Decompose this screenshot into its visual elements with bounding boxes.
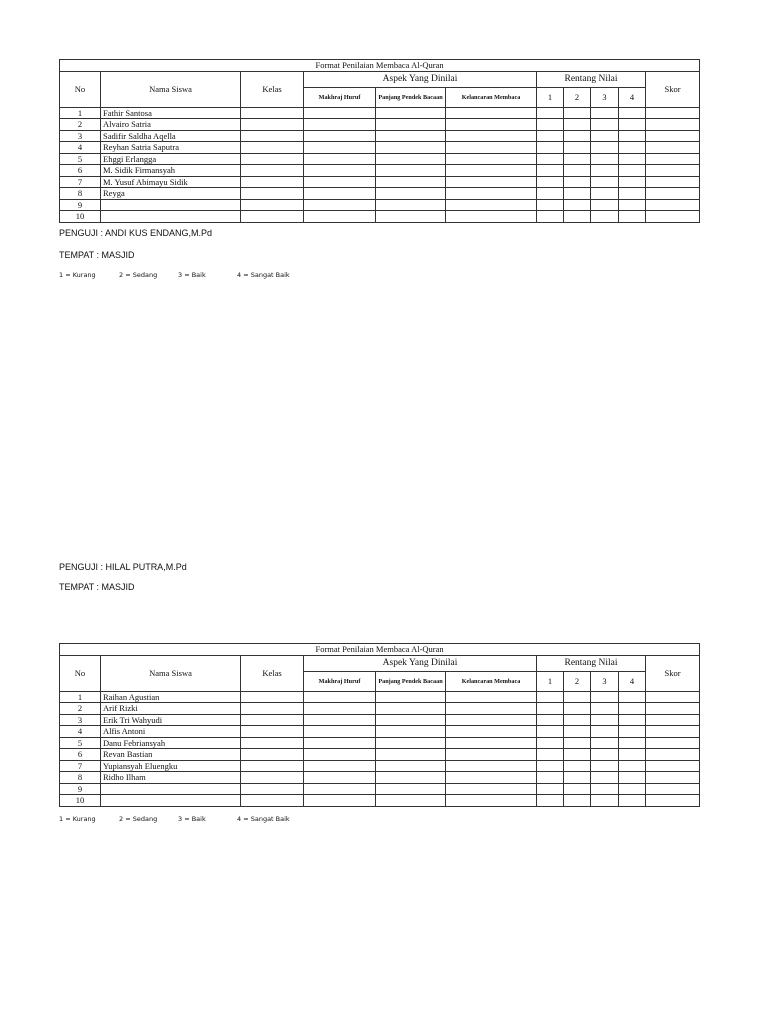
table-row (60, 772, 700, 784)
row-nilai-1 (537, 760, 564, 772)
row-skor (646, 130, 700, 142)
header-nilai-1: 1 (537, 671, 564, 691)
row-nilai-3 (591, 726, 619, 738)
row-nama-siswa: Alvairo Satria (101, 119, 241, 131)
header-kelas: Kelas (241, 71, 304, 107)
row-skor (646, 142, 700, 154)
legend-kurang: 1 = Kurang (59, 271, 96, 279)
row-nama-siswa: Reyga (101, 188, 241, 200)
row-nilai-4 (619, 165, 646, 177)
row-nilai-1 (537, 737, 564, 749)
row-no: 2 (60, 703, 101, 715)
row-nilai-1 (537, 119, 564, 131)
row-skor (646, 188, 700, 200)
row-makhraj (304, 737, 376, 749)
row-nilai-4 (619, 211, 646, 223)
row-skor (646, 176, 700, 188)
row-nilai-3 (591, 142, 619, 154)
row-kelancaran (446, 188, 537, 200)
row-no: 6 (60, 749, 101, 761)
row-makhraj (304, 795, 376, 807)
row-nilai-3 (591, 153, 619, 165)
table-row (60, 749, 700, 761)
header-makhraj: Makhraj Huruf (304, 87, 376, 107)
row-no: 1 (60, 691, 101, 703)
row-skor (646, 737, 700, 749)
row-nilai-3 (591, 714, 619, 726)
row-nilai-4 (619, 783, 646, 795)
row-nama-siswa: Danu Febriansyah (101, 737, 241, 749)
row-nilai-3 (591, 211, 619, 223)
table-row (60, 691, 700, 703)
row-kelancaran (446, 703, 537, 715)
row-kelancaran (446, 772, 537, 784)
row-no: 3 (60, 130, 101, 142)
row-kelas (241, 691, 304, 703)
row-no: 10 (60, 211, 101, 223)
row-nama-siswa (101, 211, 241, 223)
row-skor (646, 783, 700, 795)
table-row (60, 153, 700, 165)
row-panjang-pendek (376, 795, 446, 807)
legend-1 (59, 271, 290, 279)
row-skor (646, 795, 700, 807)
row-nilai-1 (537, 176, 564, 188)
row-nilai-1 (537, 749, 564, 761)
header-no: No (60, 655, 101, 691)
table-row (60, 737, 700, 749)
row-panjang-pendek (376, 142, 446, 154)
header-makhraj: Makhraj Huruf (304, 671, 376, 691)
row-kelancaran (446, 165, 537, 177)
row-nilai-4 (619, 737, 646, 749)
row-kelancaran (446, 783, 537, 795)
row-panjang-pendek (376, 737, 446, 749)
table-row (60, 714, 700, 726)
table-row (60, 142, 700, 154)
row-nilai-2 (564, 176, 591, 188)
row-makhraj (304, 749, 376, 761)
row-nilai-1 (537, 691, 564, 703)
row-skor (646, 749, 700, 761)
assessment-table-1 (59, 59, 700, 223)
row-nilai-4 (619, 691, 646, 703)
row-skor (646, 119, 700, 131)
row-skor (646, 772, 700, 784)
row-no: 9 (60, 783, 101, 795)
row-kelas (241, 153, 304, 165)
row-kelas (241, 188, 304, 200)
header-rentang-nilai: Rentang Nilai (537, 71, 646, 87)
row-kelas (241, 176, 304, 188)
row-nilai-3 (591, 783, 619, 795)
row-no: 8 (60, 772, 101, 784)
row-nilai-4 (619, 749, 646, 761)
row-nilai-1 (537, 130, 564, 142)
row-makhraj (304, 165, 376, 177)
row-nilai-4 (619, 795, 646, 807)
table-row (60, 107, 700, 119)
row-kelas (241, 211, 304, 223)
row-nilai-1 (537, 703, 564, 715)
row-makhraj (304, 760, 376, 772)
row-kelancaran (446, 211, 537, 223)
header-kelas: Kelas (241, 655, 304, 691)
row-nilai-2 (564, 142, 591, 154)
row-nilai-3 (591, 703, 619, 715)
header-nilai-4: 4 (619, 87, 646, 107)
row-panjang-pendek (376, 749, 446, 761)
table-title: Format Penilaian Membaca Al-Quran (60, 644, 700, 656)
row-nilai-4 (619, 130, 646, 142)
row-nilai-3 (591, 107, 619, 119)
row-panjang-pendek (376, 165, 446, 177)
row-kelancaran (446, 760, 537, 772)
row-kelancaran (446, 130, 537, 142)
table-row (60, 726, 700, 738)
row-nama-siswa (101, 199, 241, 211)
row-makhraj (304, 772, 376, 784)
row-makhraj (304, 119, 376, 131)
row-nilai-4 (619, 153, 646, 165)
row-nama-siswa (101, 783, 241, 795)
row-skor (646, 211, 700, 223)
row-makhraj (304, 691, 376, 703)
legend-baik: 3 = Baik (178, 815, 206, 823)
header-kelancaran: Kelancaran Membaca (446, 87, 537, 107)
row-makhraj (304, 703, 376, 715)
header-nilai-3: 3 (591, 671, 619, 691)
row-nama-siswa: Arif Rizki (101, 703, 241, 715)
row-nilai-2 (564, 726, 591, 738)
row-nilai-1 (537, 795, 564, 807)
row-nilai-3 (591, 795, 619, 807)
row-skor (646, 107, 700, 119)
row-nilai-1 (537, 783, 564, 795)
row-nilai-4 (619, 176, 646, 188)
row-nama-siswa: Erik Tri Wahyudi (101, 714, 241, 726)
row-nama-siswa: Ridho Ilham (101, 772, 241, 784)
row-nilai-4 (619, 107, 646, 119)
row-kelas (241, 130, 304, 142)
row-nilai-4 (619, 726, 646, 738)
row-nilai-3 (591, 165, 619, 177)
row-nilai-2 (564, 749, 591, 761)
row-no: 9 (60, 199, 101, 211)
row-nilai-2 (564, 199, 591, 211)
row-no: 8 (60, 188, 101, 200)
row-nilai-3 (591, 176, 619, 188)
row-panjang-pendek (376, 783, 446, 795)
penguji-2: PENGUJI : HILAL PUTRA,M.Pd (59, 562, 187, 572)
row-no: 5 (60, 737, 101, 749)
row-kelas (241, 795, 304, 807)
row-skor (646, 726, 700, 738)
row-nilai-1 (537, 188, 564, 200)
row-panjang-pendek (376, 188, 446, 200)
legend-kurang: 1 = Kurang (59, 815, 96, 823)
row-no: 10 (60, 795, 101, 807)
row-no: 5 (60, 153, 101, 165)
row-kelancaran (446, 107, 537, 119)
row-makhraj (304, 211, 376, 223)
table-row (60, 760, 700, 772)
row-no: 3 (60, 714, 101, 726)
row-panjang-pendek (376, 107, 446, 119)
tempat-2: TEMPAT : MASJID (59, 582, 135, 592)
row-nilai-3 (591, 188, 619, 200)
row-nilai-1 (537, 211, 564, 223)
header-nilai-3: 3 (591, 87, 619, 107)
row-skor (646, 165, 700, 177)
row-makhraj (304, 199, 376, 211)
header-nama-siswa: Nama Siswa (101, 71, 241, 107)
row-nilai-1 (537, 772, 564, 784)
row-makhraj (304, 726, 376, 738)
row-nilai-2 (564, 130, 591, 142)
row-kelas (241, 703, 304, 715)
row-kelas (241, 165, 304, 177)
row-nilai-3 (591, 772, 619, 784)
row-nilai-3 (591, 737, 619, 749)
row-nama-siswa: M. Yusuf Abimayu Sidik (101, 176, 241, 188)
header-skor: Skor (646, 655, 700, 691)
row-nilai-2 (564, 211, 591, 223)
row-nama-siswa: Sadifir Saldha Aqella (101, 130, 241, 142)
row-makhraj (304, 153, 376, 165)
row-nilai-2 (564, 153, 591, 165)
row-no: 1 (60, 107, 101, 119)
row-panjang-pendek (376, 199, 446, 211)
row-nilai-1 (537, 142, 564, 154)
row-nilai-4 (619, 199, 646, 211)
row-makhraj (304, 142, 376, 154)
header-aspek: Aspek Yang Dinilai (304, 655, 537, 671)
row-no: 7 (60, 760, 101, 772)
row-kelas (241, 783, 304, 795)
row-no: 4 (60, 726, 101, 738)
row-panjang-pendek (376, 726, 446, 738)
legend-sedang: 2 = Sedang (119, 271, 158, 279)
row-skor (646, 703, 700, 715)
row-panjang-pendek (376, 691, 446, 703)
row-nilai-2 (564, 119, 591, 131)
row-nilai-2 (564, 737, 591, 749)
row-nilai-2 (564, 703, 591, 715)
row-nilai-3 (591, 749, 619, 761)
table-2-body (60, 691, 700, 806)
header-skor: Skor (646, 71, 700, 107)
row-nama-siswa: Reyhan Satria Saputra (101, 142, 241, 154)
row-nilai-4 (619, 714, 646, 726)
table-row (60, 165, 700, 177)
header-rentang-nilai: Rentang Nilai (537, 655, 646, 671)
table-row (60, 176, 700, 188)
row-nilai-3 (591, 119, 619, 131)
row-kelas (241, 107, 304, 119)
header-nilai-2: 2 (564, 671, 591, 691)
row-kelas (241, 749, 304, 761)
legend-2 (59, 815, 290, 823)
row-nilai-3 (591, 691, 619, 703)
row-nilai-1 (537, 153, 564, 165)
row-makhraj (304, 714, 376, 726)
row-nilai-3 (591, 130, 619, 142)
row-panjang-pendek (376, 772, 446, 784)
row-kelas (241, 119, 304, 131)
header-kelancaran: Kelancaran Membaca (446, 671, 537, 691)
row-nilai-3 (591, 760, 619, 772)
row-kelas (241, 726, 304, 738)
penguji-1: PENGUJI : ANDI KUS ENDANG,M.Pd (59, 228, 213, 238)
row-panjang-pendek (376, 760, 446, 772)
row-nilai-2 (564, 760, 591, 772)
row-nilai-1 (537, 714, 564, 726)
row-nilai-2 (564, 188, 591, 200)
row-skor (646, 691, 700, 703)
row-panjang-pendek (376, 703, 446, 715)
legend-baik: 3 = Baik (178, 271, 206, 279)
header-panjang-pendek: Panjang Pendek Bacaan (376, 87, 446, 107)
row-panjang-pendek (376, 211, 446, 223)
row-nilai-2 (564, 165, 591, 177)
row-no: 2 (60, 119, 101, 131)
row-nilai-3 (591, 199, 619, 211)
row-nilai-4 (619, 772, 646, 784)
row-kelas (241, 142, 304, 154)
row-no: 4 (60, 142, 101, 154)
row-no: 7 (60, 176, 101, 188)
row-kelancaran (446, 142, 537, 154)
row-kelancaran (446, 176, 537, 188)
assessment-table-1-block (59, 59, 699, 223)
row-kelas (241, 737, 304, 749)
row-nama-siswa: Fathir Santosa (101, 107, 241, 119)
legend-sedang: 2 = Sedang (119, 815, 158, 823)
table-row (60, 119, 700, 131)
row-nama-siswa (101, 795, 241, 807)
row-kelancaran (446, 714, 537, 726)
table-title: Format Penilaian Membaca Al-Quran (60, 60, 700, 72)
row-kelas (241, 714, 304, 726)
row-nama-siswa: Revan Bastian (101, 749, 241, 761)
legend-sangat-baik: 4 = Sangat Baik (237, 271, 290, 279)
row-nilai-2 (564, 772, 591, 784)
row-kelancaran (446, 795, 537, 807)
legend-sangat-baik: 4 = Sangat Baik (237, 815, 290, 823)
row-makhraj (304, 107, 376, 119)
row-nama-siswa: Ehggi Erlangga (101, 153, 241, 165)
header-nilai-2: 2 (564, 87, 591, 107)
row-panjang-pendek (376, 714, 446, 726)
row-kelancaran (446, 726, 537, 738)
row-kelas (241, 772, 304, 784)
header-panjang-pendek: Panjang Pendek Bacaan (376, 671, 446, 691)
row-kelancaran (446, 119, 537, 131)
row-nilai-2 (564, 107, 591, 119)
row-nilai-1 (537, 165, 564, 177)
row-nilai-2 (564, 691, 591, 703)
header-nilai-4: 4 (619, 671, 646, 691)
table-row (60, 199, 700, 211)
header-nama-siswa: Nama Siswa (101, 655, 241, 691)
row-panjang-pendek (376, 119, 446, 131)
row-nilai-2 (564, 714, 591, 726)
row-kelancaran (446, 153, 537, 165)
table-row (60, 703, 700, 715)
row-kelancaran (446, 691, 537, 703)
row-nama-siswa: Raihan Agustian (101, 691, 241, 703)
row-nilai-2 (564, 795, 591, 807)
row-kelas (241, 199, 304, 211)
row-skor (646, 199, 700, 211)
row-nilai-4 (619, 119, 646, 131)
row-skor (646, 153, 700, 165)
table-1-body (60, 107, 700, 222)
row-nilai-4 (619, 188, 646, 200)
row-nilai-1 (537, 107, 564, 119)
table-row (60, 211, 700, 223)
row-nilai-2 (564, 783, 591, 795)
tempat-1: TEMPAT : MASJID (59, 250, 135, 260)
assessment-table-2 (59, 643, 700, 807)
table-row (60, 783, 700, 795)
row-nilai-4 (619, 142, 646, 154)
row-panjang-pendek (376, 176, 446, 188)
header-aspek: Aspek Yang Dinilai (304, 71, 537, 87)
row-makhraj (304, 176, 376, 188)
table-row (60, 188, 700, 200)
row-nama-siswa: Yupiansyah Eluengku (101, 760, 241, 772)
row-kelancaran (446, 737, 537, 749)
row-nama-siswa: M. Sidik Firmansyah (101, 165, 241, 177)
row-panjang-pendek (376, 153, 446, 165)
row-nama-siswa: Alfis Antoni (101, 726, 241, 738)
row-kelancaran (446, 199, 537, 211)
row-kelancaran (446, 749, 537, 761)
row-makhraj (304, 783, 376, 795)
assessment-table-2-block (59, 643, 699, 807)
row-skor (646, 760, 700, 772)
row-no: 6 (60, 165, 101, 177)
row-panjang-pendek (376, 130, 446, 142)
row-skor (646, 714, 700, 726)
row-makhraj (304, 130, 376, 142)
table-row (60, 130, 700, 142)
row-kelas (241, 760, 304, 772)
table-row (60, 795, 700, 807)
row-nilai-4 (619, 760, 646, 772)
row-makhraj (304, 188, 376, 200)
row-nilai-1 (537, 726, 564, 738)
header-nilai-1: 1 (537, 87, 564, 107)
header-no: No (60, 71, 101, 107)
row-nilai-1 (537, 199, 564, 211)
row-nilai-4 (619, 703, 646, 715)
